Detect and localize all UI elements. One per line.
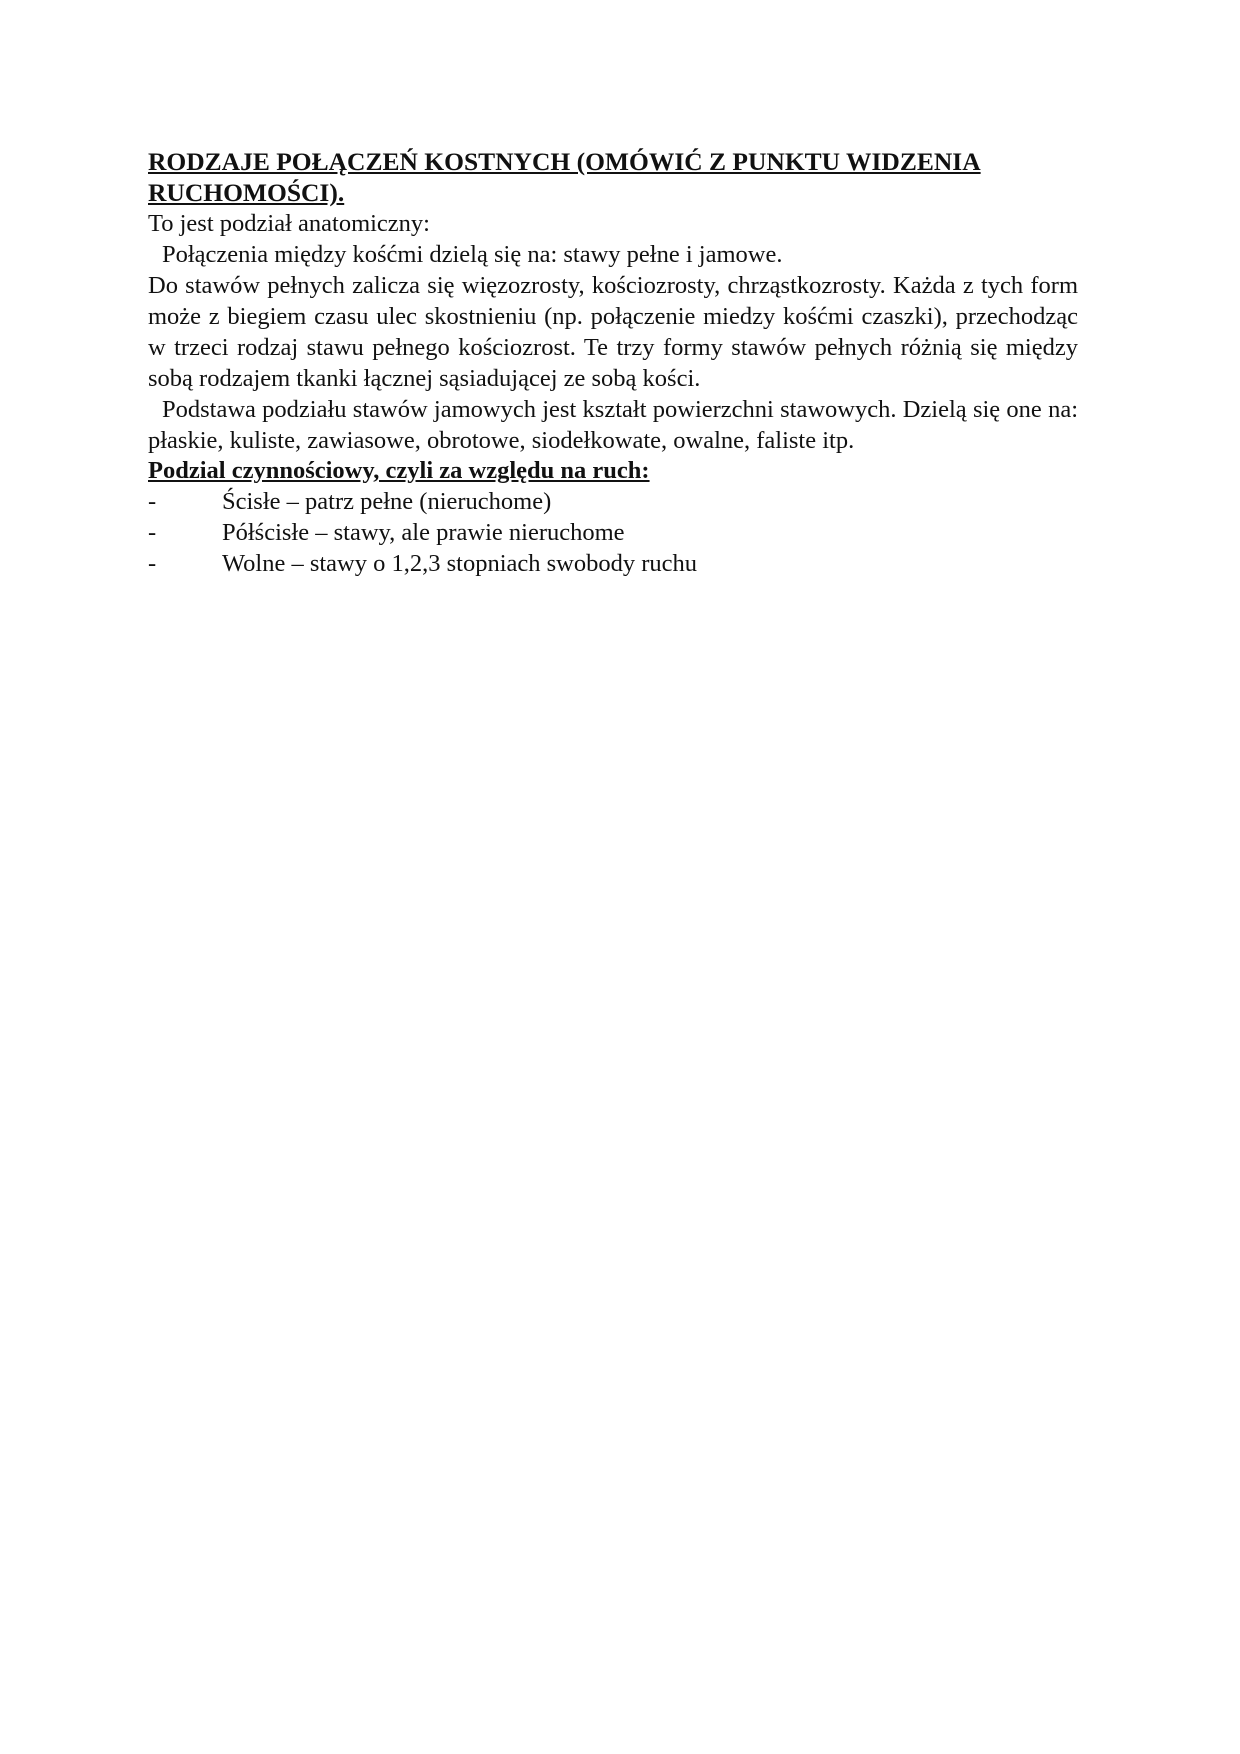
paragraph-full-joints: Do stawów pełnych zalicza się więzozrosty, kościozrosty, chrząstkozrosty. Każda z tych form może z biegiem czasu ulec skostnieniu (np. połączenie miedzy kośćmi czaszki), przechodząc w trzeci rodzaj stawu pełnego kościozrost. Te trzy formy stawów pełnych różnią się między sobą rodzajem tkanki łącznej sąsiadującej ze sobą kości. (148, 272, 1078, 392)
paragraph-cavity-joints: Podstawa podziału stawów jamowych jest kształt powierzchni stawowych. Dzielą się one na: płaskie, kuliste, zawiasowe, obrotowe, siodełkowate, owalne, faliste itp. (148, 396, 1078, 454)
functional-division-list (148, 486, 1078, 579)
list-item (148, 486, 1078, 517)
list-marker: - (148, 550, 157, 577)
list-item (148, 548, 1078, 579)
list-marker: - (148, 488, 157, 515)
list-item-text: Półścisłe – stawy, ale prawie nieruchome (222, 519, 625, 546)
intro-line: To jest podział anatomiczny: (148, 210, 430, 237)
list-item-text: Ścisłe – patrz pełne (nieruchome) (222, 488, 552, 515)
list-marker: - (148, 519, 157, 546)
paragraph-joint-types: Połączenia między kośćmi dzielą się na: stawy pełne i jamowe. (162, 241, 783, 268)
list-item-text: Wolne – stawy o 1,2,3 stopniach swobody ruchu (222, 550, 698, 577)
document-heading: RODZAJE POŁĄCZEŃ KOSTNYCH (OMÓWIĆ Z PUNKTU WIDZENIA RUCHOMOŚCI). (148, 147, 981, 207)
functional-division-heading: Podzial czynnościowy, czyli za względu na ruch: (148, 457, 650, 484)
list-item (148, 517, 1078, 548)
document-body (148, 146, 1078, 579)
